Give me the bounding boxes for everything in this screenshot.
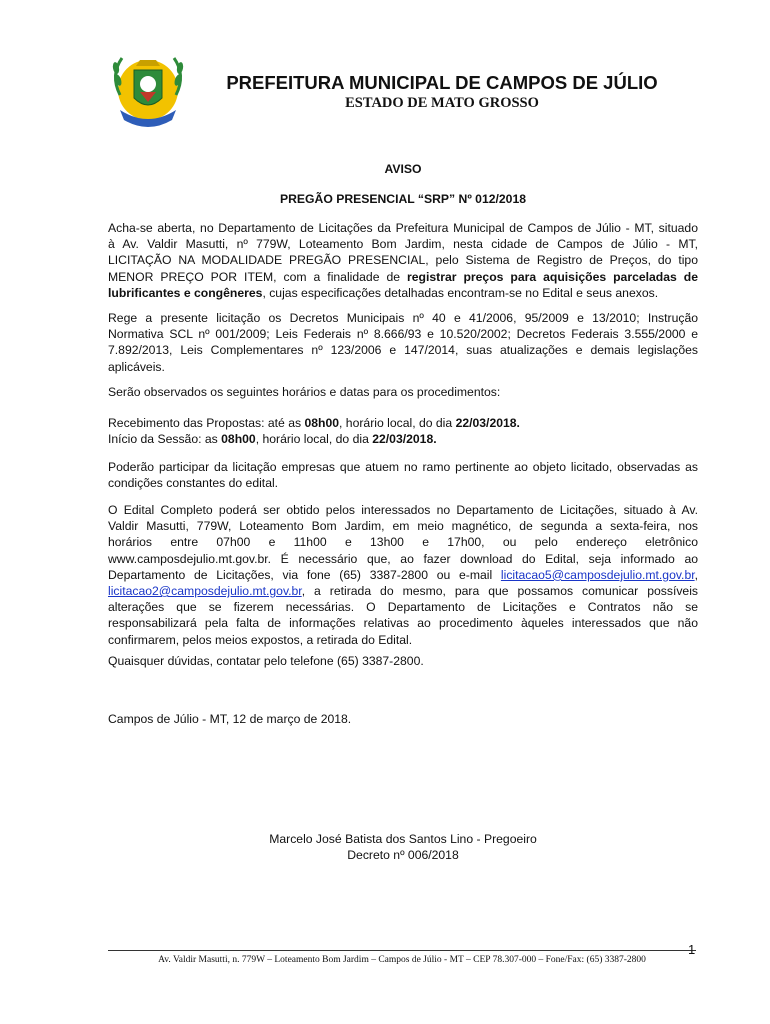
email-link-licitacao5[interactable]: licitacao5@camposdejulio.mt.gov.br <box>500 567 695 582</box>
schedule-text: , horário local, do dia <box>339 416 456 430</box>
legal-basis-paragraph <box>108 310 698 375</box>
intro-bold-text: registrar preços para aquisições parceladas de <box>407 269 698 284</box>
intro-text: MENOR PREÇO POR ITEM, com a finalidade de <box>108 269 408 284</box>
edital-line: confirmarem, pelos meios expostos, a retirada do Edital. <box>108 632 413 647</box>
participation-line: Poderão participar da licitação empresas que atuem no ramo pertinente ao objeto licitado, observadas as <box>108 460 698 474</box>
intro-paragraph <box>108 220 698 301</box>
legal-line: Rege a presente licitação os Decretos Municipais nº 40 e 41/2006, 95/2009 e 13/2010; Instrução <box>108 311 698 325</box>
legal-line: aplicáveis. <box>108 359 165 374</box>
intro-line <box>108 285 698 301</box>
intro-line: LICITAÇÃO NA MODALIDADE PREGÃO PRESENCIAL, pelo Sistema de Registro de Preços, do tipo <box>108 253 698 268</box>
pregao-title: PREGÃO PRESENCIAL “SRP” Nº 012/2018 <box>279 192 527 206</box>
signatory-name: Marcelo José Batista dos Santos Lino - Pregoeiro <box>269 832 537 846</box>
schedule-text: Início da Sessão: as <box>108 432 222 447</box>
intro-line: à Av. Valdir Masutti, nº 779W, Loteamento Bom Jardim, nesta cidade de Campos de Júlio - MT, <box>108 237 698 252</box>
coat-of-arms-logo <box>100 40 196 136</box>
edital-line: alterações que se fizerem necessárias. O Departamento de Licitações e Contratos não se <box>108 600 698 615</box>
schedule-text: , horário local, do dia <box>255 432 373 447</box>
legal-line: 7.892/2013, Leis Complementares nº 123/2006 e 147/2014, suas atualizações e demais legislações <box>108 343 698 358</box>
edital-text: Departamento de Licitações, via fone (65) 3387-2800 ou e-mail <box>108 567 501 582</box>
schedule-time: 08h00 <box>304 416 340 430</box>
schedule-block <box>108 415 698 447</box>
proposal-receipt-line <box>108 415 698 431</box>
edital-line: www.camposdejulio.mt.gov.br. É necessário que, ao fazer download do Edital, seja informado ao <box>108 551 698 566</box>
edital-line: Valdir Masutti, 779W, Loteamento Bom Jardim, em meio magnético, de segunda a sexta-feira, nos <box>108 519 698 534</box>
intro-line <box>108 269 698 285</box>
schedule-date: 22/03/2018. <box>372 432 437 447</box>
signature-block <box>108 831 698 863</box>
contact-paragraph: Quaisquer dúvidas, contatar pelo telefone (65) 3387-2800. <box>108 654 424 668</box>
footer-address: Av. Valdir Masutti, n. 779W – Loteamento Bom Jardim – Campos de Júlio - MT – CEP 78.307-000 – Fone/Fax: (65) 3387-2800 <box>158 955 646 965</box>
schedule-intro: Serão observados os seguintes horários e datas para os procedimentos: <box>108 385 501 399</box>
participation-paragraph <box>108 459 698 491</box>
footer-divider <box>108 950 696 951</box>
email-link-licitacao2[interactable]: licitacao2@camposdejulio.mt.gov.br <box>108 584 302 599</box>
date-place-line: Campos de Júlio - MT, 12 de março de 2018. <box>108 712 352 726</box>
edital-line: responsabilizará pela falta de informações relativas ao procedimento àqueles interessados que não <box>108 616 698 631</box>
participation-line: condições constantes do edital. <box>108 476 279 491</box>
state-subtitle: ESTADO DE MATO GROSSO <box>345 95 539 111</box>
intro-line: Acha-se aberta, no Departamento de Licitações da Prefeitura Municipal de Campos de Júlio - MT, situado <box>108 221 698 235</box>
schedule-date: 22/03/2018. <box>455 416 520 430</box>
edital-text: , <box>694 567 698 582</box>
notice-heading: AVISO <box>384 162 422 176</box>
edital-line: O Edital Completo poderá ser obtido pelos interessados no Departamento de Licitações, situado à Av. <box>108 503 698 517</box>
session-start-line <box>108 431 698 447</box>
page-number: 1 <box>688 942 696 957</box>
edital-line <box>108 583 698 599</box>
edital-text: , a retirada do mesmo, para que possamos comunicar possíveis <box>301 584 698 599</box>
intro-bold-text: lubrificantes e congêneres <box>108 285 263 300</box>
edital-paragraph <box>108 502 698 648</box>
edital-line <box>108 567 698 583</box>
edital-line: horários entre 07h00 e 11h00 e 13h00 e 17h00, ou pelo endereço eletrônico <box>108 535 698 550</box>
signatory-decree: Decreto nº 006/2018 <box>347 848 459 862</box>
schedule-text: Recebimento das Propostas: até as <box>108 416 305 430</box>
intro-text: , cujas especificações detalhadas encontram-se no Edital e seus anexos. <box>262 285 659 300</box>
schedule-time: 08h00 <box>221 432 256 447</box>
municipality-title: PREFEITURA MUNICIPAL DE CAMPOS DE JÚLIO <box>226 72 658 93</box>
legal-line: Normativa SCL nº 001/2009; Leis Federais nº 8.666/93 e 10.520/2002; Decretos Federais 3.555/2000 e <box>108 327 698 342</box>
